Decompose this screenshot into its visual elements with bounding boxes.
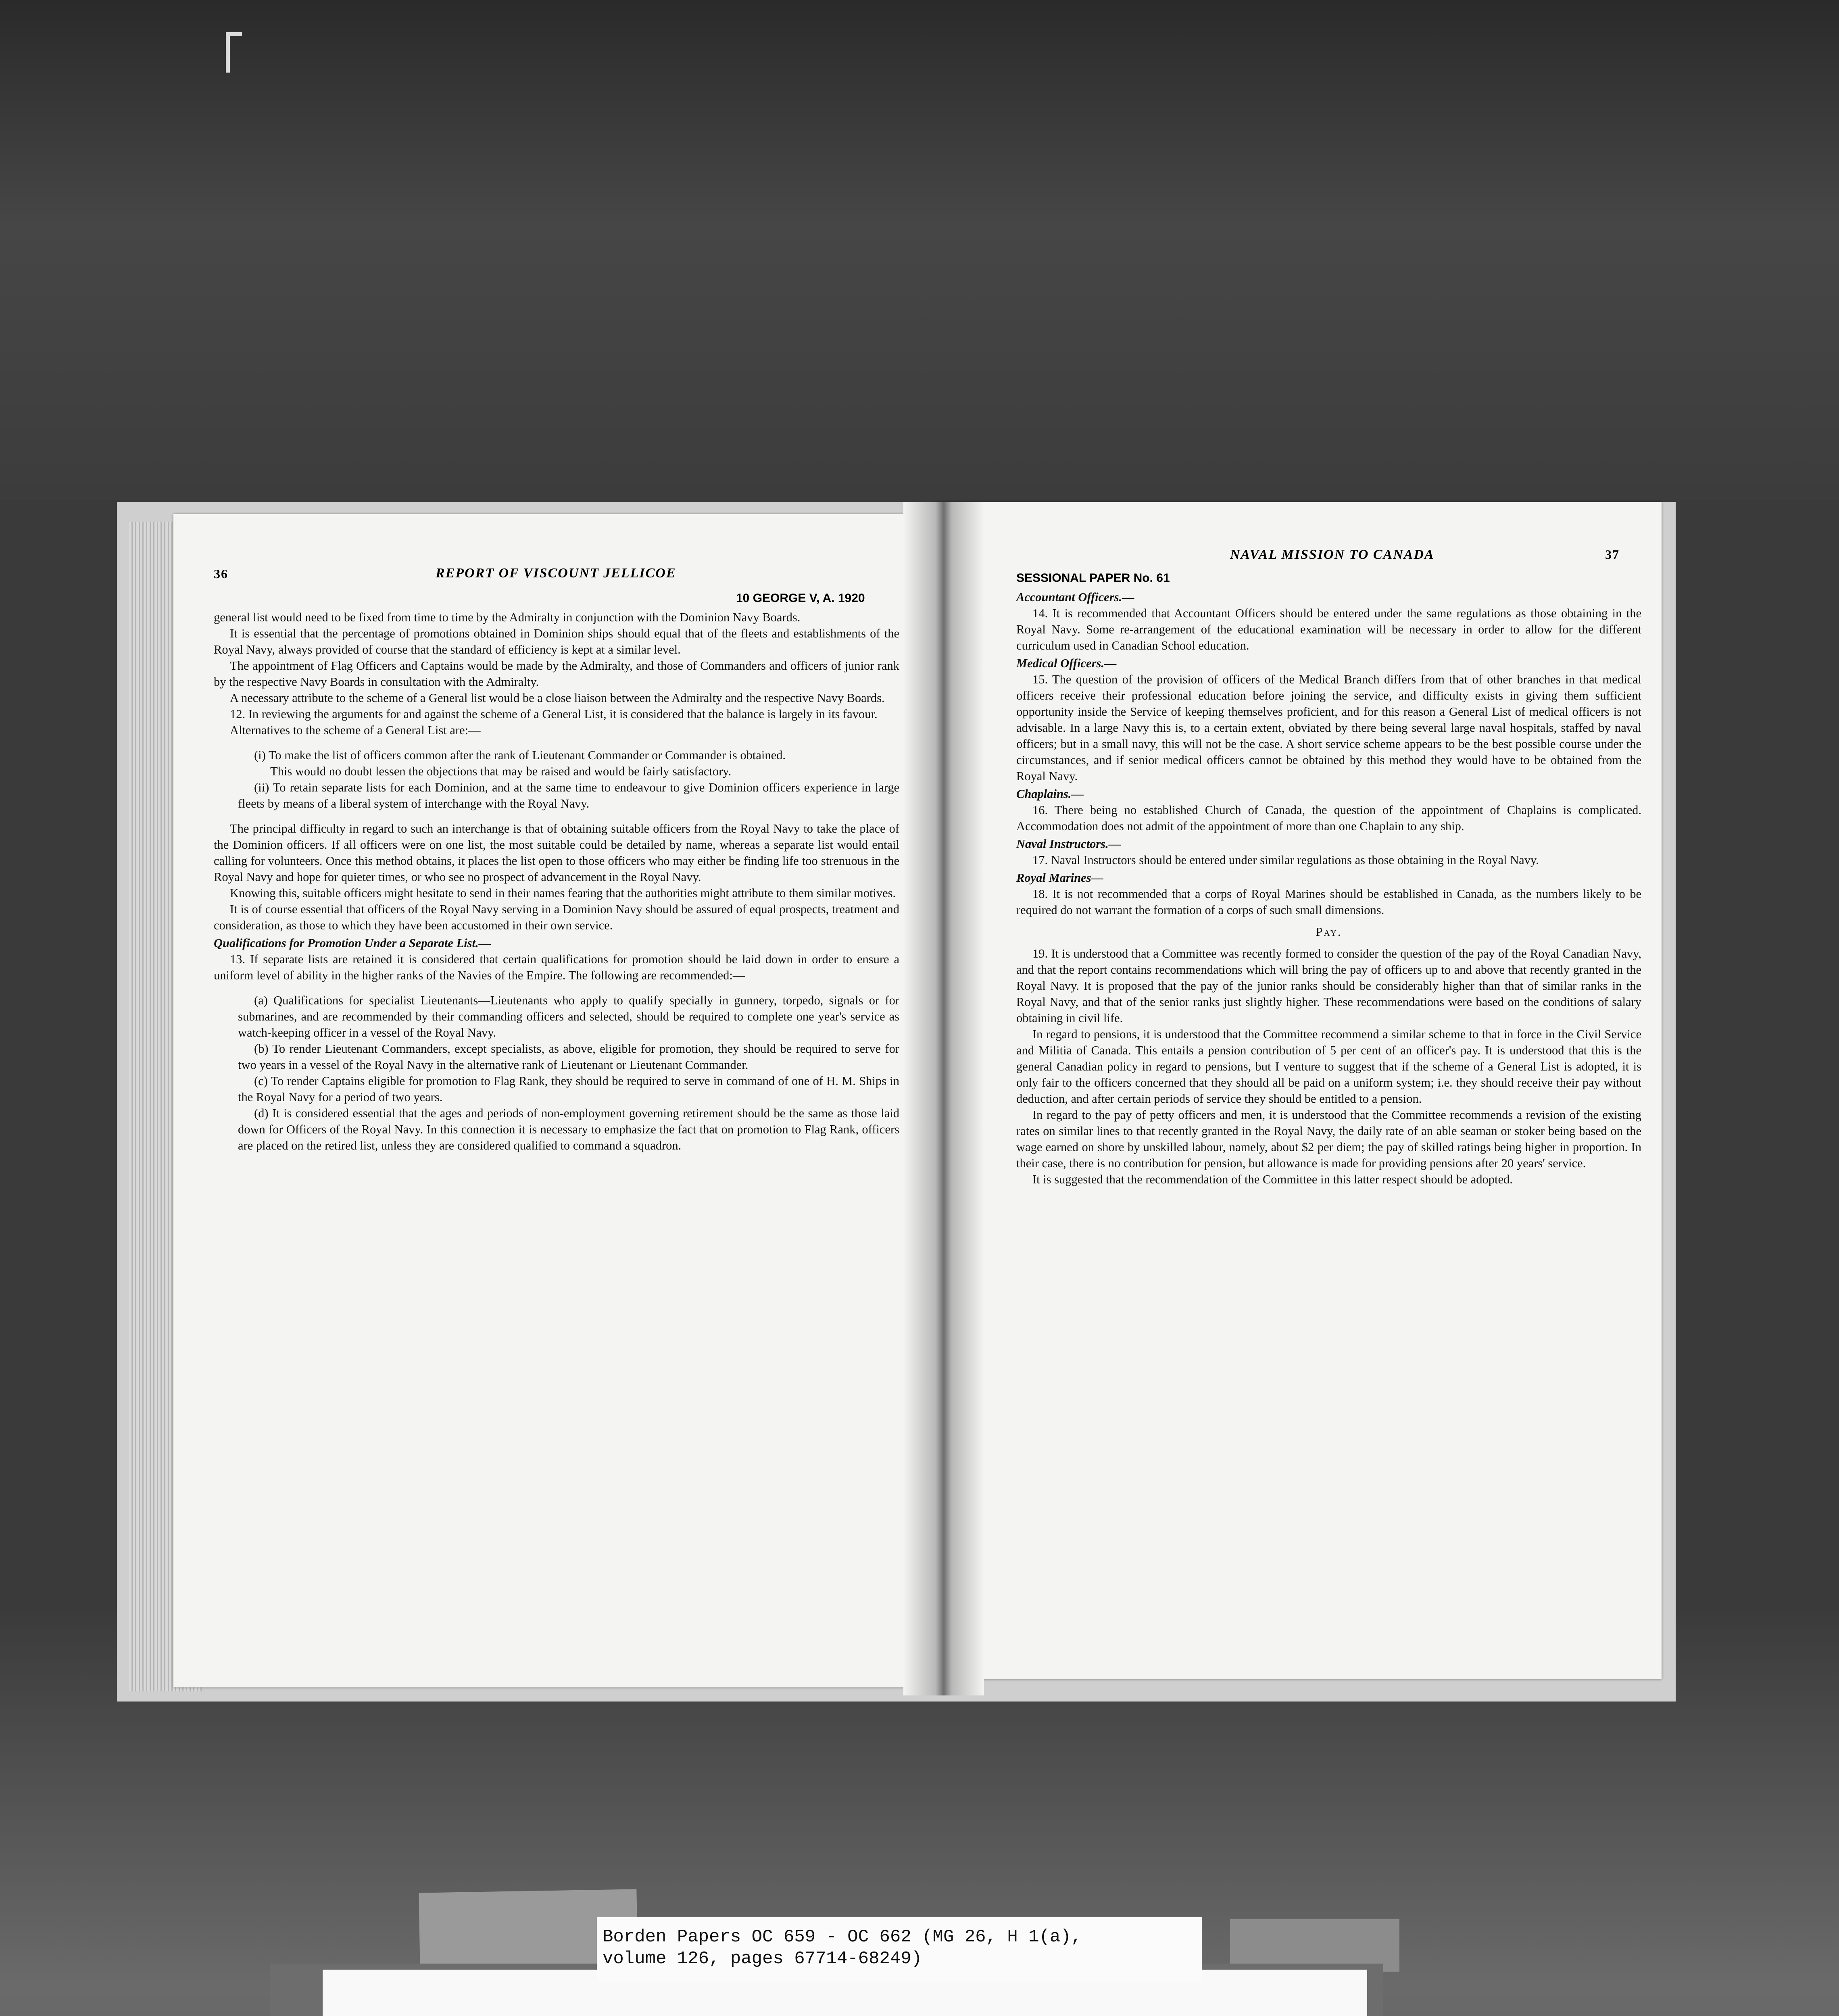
book-gutter [903,502,984,1695]
section-heading: Naval Instructors.— [1016,837,1121,851]
paragraph: The appointment of Flag Officers and Captains would be made by the Admiralty, and those of Commanders and officers of junior rank by the respective Navy Boards in consultation with the Admiralty. [214,659,899,689]
left-sub-head: 10 GEORGE V, A. 1920 [736,591,865,605]
archive-label-line-1: Borden Papers OC 659 - OC 662 (MG 26, H 1(a), [603,1927,1082,1947]
paragraph: 12. In reviewing the arguments for and against the scheme of a General List, it is considered that the balance is largely in its favour. [230,707,878,721]
paragraph: 13. If separate lists are retained it is considered that certain qualifications for promotion should be laid down in order to ensure a uniform level of ability in the higher ranks of the Navies of the Empire. The following are recommended:— [214,952,899,982]
list-item: (d) It is considered essential that the ages and periods of non-employment governing retirement should be the same as those laid down for Officers of the Royal Navy. In this connection it is necessary to emphasize the fact that on promotion to Flag Rank, officers are placed on the retired list, unless they are considered qualified to command a squadron. [238,1106,899,1152]
right-running-head [936,502,1662,562]
right-page-number: 37 [1605,547,1620,562]
paragraph: 16. There being no established Church of Canada, the question of the appointment of Chaplains is complicated. Accommodation does not admit of the appointment of more than one Chaplain to any ship. [1016,803,1641,833]
paragraph: It is of course essential that officers of the Royal Navy serving in a Dominion Navy should be assured of equal prospects, treatment and consideration, as those to which they have been accustomed in their own service. [214,902,899,932]
archive-label-line-2: volume 126, pages 67714-68249) [603,1949,922,1969]
paragraph: In regard to the pay of petty officers and men, it is understood that the Committee recommends a revision of the existing rates on similar lines to that recently granted in the Royal Navy, the daily rate of an able seaman or stoker being based on the wage earned on shore by unskilled labour, namely, about $2 per diem; the pay of skilled ratings being higher in proportion. In their case, there is no contribution for pension, but allowance is made for providing pensions after 20 years' service. [1016,1108,1641,1170]
spacer [214,812,899,821]
paragraph: In regard to pensions, it is understood that the Committee recommend a similar scheme to that in force in the Civil Service and Militia of Canada. This entails a pension contribution of 5 per cent of an officer's pay. It is understood that this is the general Canadian policy in regard to pensions, but I venture to suggest that if the scheme of a General List is adopted, it is only fair to the officers concerned that they should all be paid on a uniform system; i.e. they should receive their pay without deduction, and after certain periods of service they should be entitled to a pension. [1016,1027,1641,1106]
section-heading: Royal Marines— [1016,871,1104,885]
left-running-head [173,514,968,581]
paragraph: A necessary attribute to the scheme of a General list would be a close liaison between the Admiralty and the respective Navy Boards. [230,691,885,705]
section-heading: Medical Officers.— [1016,656,1117,670]
paragraph: It is suggested that the recommendation of the Committee in this latter respect should be adopted. [1032,1173,1513,1186]
left-page [173,514,968,1687]
right-page-body [1016,587,1641,1187]
archive-reference-label [597,1917,1202,1982]
left-page-number: 36 [214,566,228,581]
paragraph: 14. It is recommended that Accountant Officers should be entered under the same regulations as those obtaining in the Royal Navy. Some re-arrangement of the educational examination will be necessary in order to allow for the different curriculum used in Canadian School education. [1016,606,1641,652]
paragraph: 15. The question of the provision of officers of the Medical Branch differs from that of other branches in that medical officers receive their professional education before joining the service, and difficulty exists in giving them sufficient opportunity inside the Service of keeping themselves proficient, and for this reason a General List of medical officers is not advisable. In a large Navy this is, to a certain extent, obviated by there being several large naval hospitals, staffed by naval officers; but in a small navy, this will not be the case. A short service scheme appears to be the best possible course under the circumstances, and if senior medical officers cannot be obtained by this method they would have to be obtained from the Royal Navy. [1016,673,1641,783]
paragraph: Alternatives to the scheme of a General List are:— [230,723,481,737]
section-heading-pay: Pay. [1316,925,1342,939]
list-item: (c) To render Captains eligible for promotion to Flag Rank, they should be required to serve in command of one of H. M. Ships in the Royal Navy for a period of two years. [238,1074,899,1104]
list-item: (b) To render Lieutenant Commanders, except specialists, as above, eligible for promotion, they should be required to serve for two years in a vessel of the Royal Navy in the alternative rank of Lieutenant or Lieutenant Commander. [238,1042,899,1072]
paragraph: 18. It is not recommended that a corps of Royal Marines should be established in Canada, as the numbers likely to be required do not warrant the formation of a corps of such small dimensions. [1016,887,1641,917]
section-heading: Chaplains.— [1016,787,1084,801]
spacer [214,983,899,992]
open-book [117,502,1676,1702]
paragraph: It is essential that the percentage of promotions obtained in Dominion ships should equal that of the fleets and establishments of the Royal Navy, always provided of course that the standard of efficiency is kept at a similar level. [214,627,899,656]
list-item: (ii) To retain separate lists for each Dominion, and at the same time to endeavour to give Dominion officers experience in large fleets by means of a liberal system of interchange with the Royal Navy. [238,781,899,810]
paragraph: general list would need to be fixed from time to time by the Admiralty in conjunction with the Dominion Navy Boards. [214,610,801,624]
microfilm-background-top [0,0,1839,500]
spacer [214,738,899,747]
left-running-title: REPORT OF VISCOUNT JELLICOE [436,566,676,581]
list-note: This would no doubt lessen the objections that may be raised and would be fairly satisfactory. [270,764,732,778]
paragraph: 19. It is understood that a Committee was recently formed to consider the question of the pay of the Royal Canadian Navy, and that the report contains recommendations which will bring the pay of officers up to and above that recently granted in the Royal Navy. It is proposed that the pay of the junior ranks should be considerably higher than that of similar ranks in the Royal Navy, and that of the senior ranks just slightly higher. These recommendations were based on the conditions of salary obtaining in civil life. [1016,947,1641,1025]
corner-registration-mark [226,32,242,73]
list-item: (i) To make the list of officers common after the rank of Lieutenant Commander or Commander is obtained. [254,748,786,762]
paragraph: 17. Naval Instructors should be entered under similar regulations as those obtaining in the Royal Navy. [1032,853,1539,867]
paragraph: Knowing this, suitable officers might hesitate to send in their names fearing that the authorities might attribute to them similar motives. [230,886,896,900]
section-heading: Qualifications for Promotion Under a Separate List.— [214,936,491,950]
left-page-body [214,609,899,1154]
right-running-title: NAVAL MISSION TO CANADA [1230,547,1435,562]
paragraph: The principal difficulty in regard to such an interchange is that of obtaining suitable officers from the Royal Navy to take the place of the Dominion officers. If all officers were on one list, the most suitable could be detailed by name, whereas a separate list would entail calling for volunteers. Once this method obtains, it places the list open to those officers who may either be finding life too strenuous in the Royal Navy and hope for quieter times, or who see no prospect of advancement in the Royal Navy. [214,822,899,884]
list-item: (a) Qualifications for specialist Lieutenants—Lieutenants who apply to qualify specially in gunnery, torpedo, signals or for submarines, and are recommended by their commanding officers and selected, should be required to complete one year's service as watch-keeping officer in a vessel of the Royal Navy. [238,993,899,1039]
right-sub-head: SESSIONAL PAPER No. 61 [1016,571,1170,585]
section-heading: Accountant Officers.— [1016,590,1134,604]
right-page [936,502,1662,1679]
